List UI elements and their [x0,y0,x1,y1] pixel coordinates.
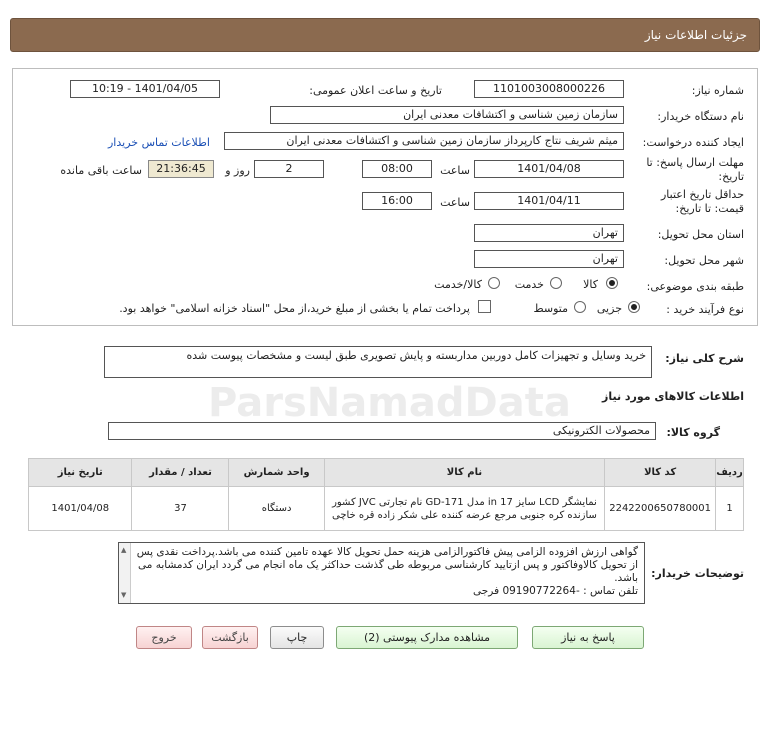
buyer-org-field: سازمان زمین شناسی و اکتشافات معدنی ایران [270,106,624,124]
category-radio-goods-service[interactable] [488,277,500,289]
need-number-label: شماره نیاز: [691,84,744,97]
process-label: نوع فرآیند خرید : [666,303,744,316]
deadline-date-field: 1401/04/08 [474,160,624,178]
process-option-minor: جزیی [596,302,622,315]
province-field: تهران [474,224,624,242]
cell-name: نمایشگر LCD سایز in 17 مدل GD-171 نام تجارتی JVC کشور سازنده کره جنوبی مرجع عرضه کننده علی شکر زاده قره خاچی [324,487,605,531]
page-title-bar [10,18,760,52]
cell-unit: دستگاه [229,487,324,531]
category-label: طبقه بندی موضوعی: [646,280,744,293]
process-radio-medium[interactable] [574,301,586,313]
scroll-down-icon[interactable]: ▼ [121,591,127,599]
deadline-label: مهلت ارسال پاسخ: تا [646,156,744,169]
exit-button[interactable]: خروج [136,626,192,649]
buyer-org-label: نام دستگاه خریدار: [657,110,744,123]
requester-field: میثم شریف نتاج کارپرداز سازمان زمین شناسی و اکتشافات معدنی ایران [224,132,624,150]
deadline-time-label: ساعت [440,164,470,177]
cell-qty: 37 [132,487,229,531]
announce-field: 1401/04/05 - 10:19 [70,80,220,98]
announce-label: تاریخ و ساعت اعلان عمومی: [309,84,442,97]
scroll-up-icon[interactable]: ▲ [121,546,127,554]
notes-scrollbar[interactable] [119,543,131,603]
table-header-row [29,459,744,487]
deadline-time-field: 08:00 [362,160,432,178]
col-row: ردیف [716,459,744,487]
buyer-notes-text: گواهی ارزش افزوده الزامی پیش فاکتورالزامی هزینه حمل تحویل کالا عهده تامین کننده می باشد.پرداخت نقدی پس از تحویل کالاوفاکتور و پس ازتایید کارشناسی مربوطه طی گذشت حداکثر یک ماه انجام می گردد ایران کدمشابه می باشد. [136,546,638,584]
days-field: 2 [254,160,324,178]
city-field: تهران [474,250,624,268]
cell-code: 2242200650780001 [605,487,716,531]
province-label: استان محل تحویل: [657,228,744,241]
goods-section-title: اطلاعات کالاهای مورد نیاز [602,390,744,403]
category-option-goods-service: کالا/خدمت [434,278,482,291]
cell-date: 1401/04/08 [29,487,132,531]
process-option-medium: متوسط [533,302,568,315]
description-field: خرید وسایل و تجهیزات کامل دوربین مداربسته و پایش تصویری طبق لیست و مشخصات پیوست شده [104,346,652,378]
category-radio-service[interactable] [550,277,562,289]
category-option-goods: کالا [583,278,598,291]
requester-label: ایجاد کننده درخواست: [642,136,744,149]
validity-label-2: قیمت: تا تاریخ: [675,202,744,215]
page-title: جزئیات اطلاعات نیاز [644,28,747,42]
table-row [29,487,744,531]
remaining-label: ساعت باقی مانده [60,164,142,177]
description-label: شرح کلی نیاز: [665,352,744,365]
col-qty: تعداد / مقدار [132,459,229,487]
validity-date-field: 1401/04/11 [474,192,624,210]
buyer-notes-label: توضیحات خریدار: [651,567,744,580]
items-table [28,458,744,531]
goods-group-field: محصولات الکترونیکی [108,422,656,440]
treasury-checkbox[interactable] [478,300,491,313]
col-name: نام کالا [324,459,605,487]
cell-row: 1 [716,487,744,531]
validity-time-label: ساعت [440,196,470,209]
deadline-label-2: تاریخ: [718,170,744,183]
reply-button[interactable]: پاسخ به نیاز [532,626,644,649]
buyer-notes-field [118,542,645,604]
col-unit: واحد شمارش [229,459,324,487]
remaining-time-field: 21:36:45 [148,160,214,178]
validity-time-field: 16:00 [362,192,432,210]
watermark: ParsNamadData [208,380,571,426]
back-button[interactable]: بازگشت [202,626,258,649]
city-label: شهر محل تحویل: [664,254,744,267]
validity-label: حداقل تاریخ اعتبار [660,188,744,201]
col-code: کد کالا [605,459,716,487]
col-date: تاریخ نیاز [29,459,132,487]
buyer-notes-phone: تلفن تماس : -09190772264 فرجی [473,585,638,597]
need-number-field: 1101003008000226 [474,80,624,98]
days-label: روز و [225,164,250,177]
attachments-button[interactable]: مشاهده مدارک پیوستی (2) [336,626,518,649]
buyer-contact-link[interactable]: اطلاعات تماس خریدار [108,136,210,149]
category-option-service: خدمت [514,278,544,291]
print-button[interactable]: چاپ [270,626,324,649]
process-radio-minor[interactable] [628,301,640,313]
category-radio-goods[interactable] [606,277,618,289]
payment-note: پرداخت تمام یا بخشی از مبلغ خرید،از محل "اسناد خزانه اسلامی" خواهد بود. [119,302,470,315]
goods-group-label: گروه کالا: [666,426,720,439]
